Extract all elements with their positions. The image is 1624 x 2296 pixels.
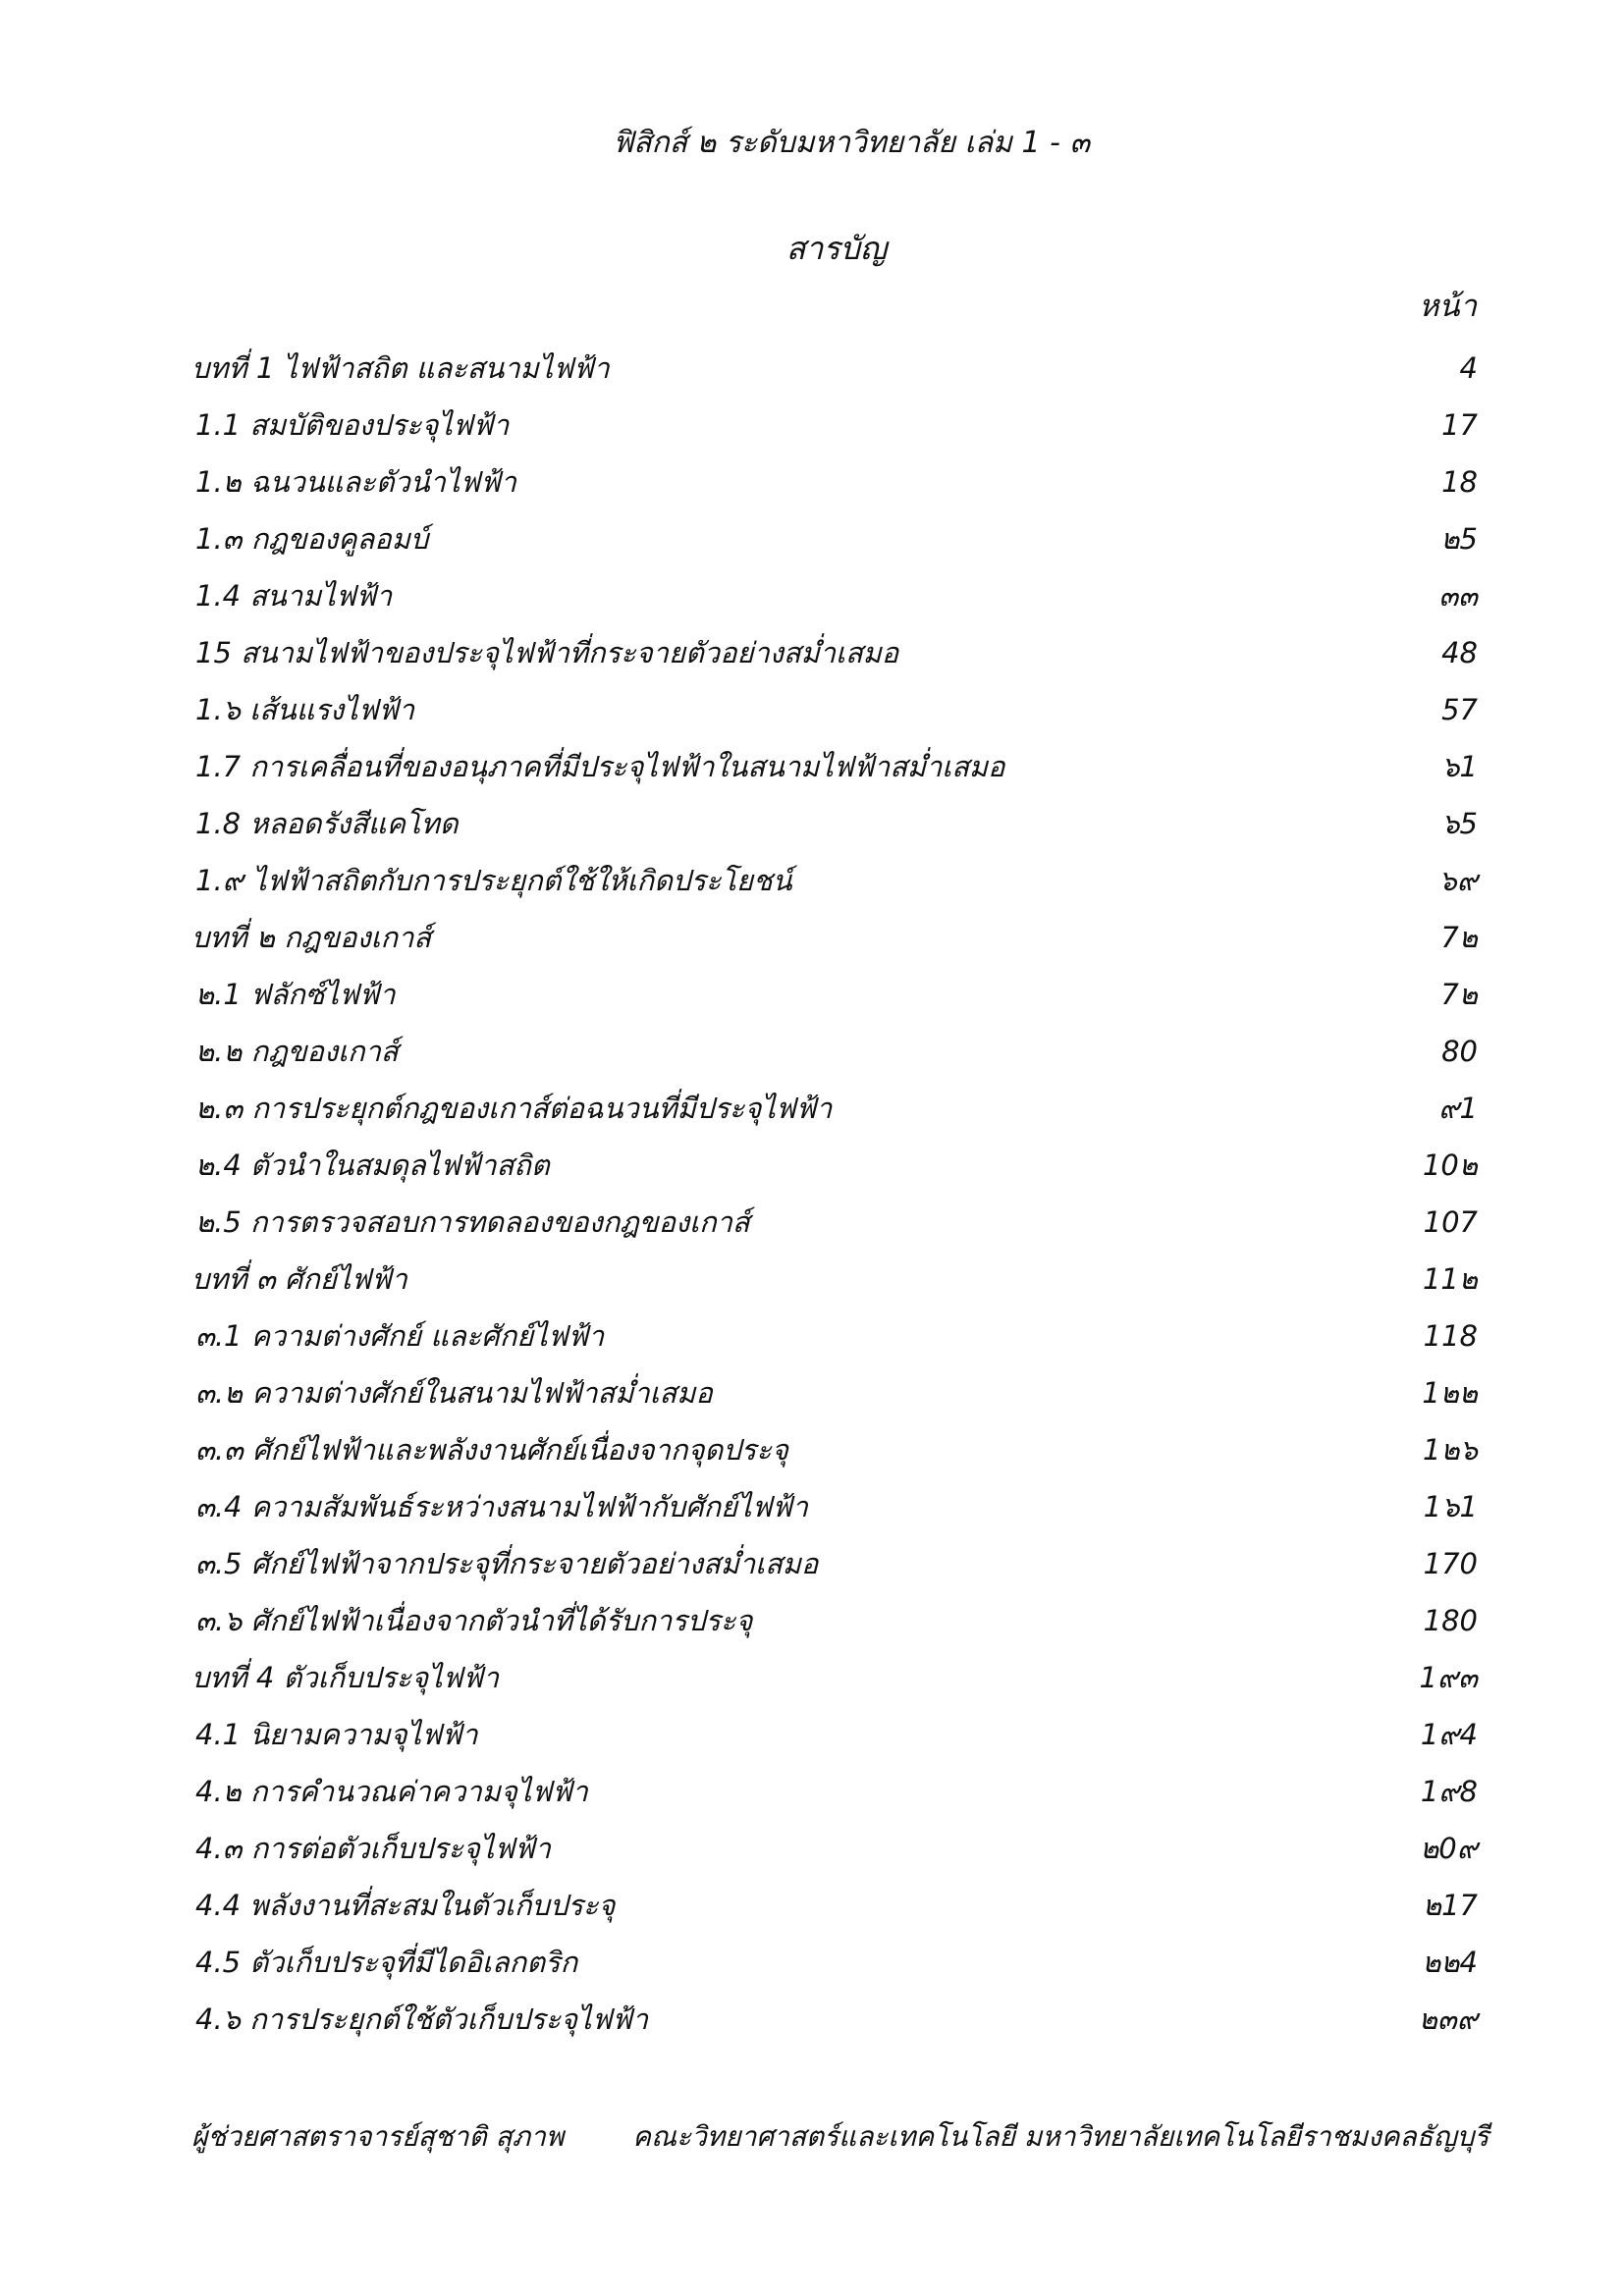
toc-entry-page-number: 48 bbox=[1441, 636, 1478, 669]
toc-entry bbox=[191, 1991, 1488, 2048]
toc-entry-page-number: 170 bbox=[1423, 1547, 1478, 1580]
toc-entry-label: 1.๖ เส้นแรงไฟฟ้า bbox=[195, 693, 415, 726]
toc-entry bbox=[191, 1194, 1488, 1251]
toc-entry-label: 1.1 สมบัติของประจุไฟฟ้า bbox=[195, 408, 510, 442]
toc-entry-label: 15 สนามไฟฟ้าของประจุไฟฟ้าที่กระจายตัวอย่างสม่ำเสมอ bbox=[195, 636, 899, 669]
toc-entry-label: ๓.5 ศักย์ไฟฟ้าจากประจุที่กระจายตัวอย่างสม่ำเสมอ bbox=[195, 1547, 819, 1580]
toc-entry bbox=[191, 624, 1488, 681]
toc-entry-page-number: ๒๓๙ bbox=[1418, 2002, 1478, 2036]
footer bbox=[191, 2115, 1489, 2159]
toc-entry-label: 4.5 ตัวเก็บประจุที่มีไดอิเลกตริก bbox=[195, 1946, 578, 1979]
toc-entry bbox=[191, 1478, 1488, 1535]
toc-entry bbox=[191, 454, 1488, 510]
toc-entry-page-number: 57 bbox=[1441, 693, 1478, 726]
toc-entry bbox=[191, 1080, 1488, 1137]
toc-entry bbox=[191, 510, 1488, 567]
table-of-contents bbox=[191, 340, 1488, 2048]
toc-entry-page-number: ๖1 bbox=[1441, 750, 1478, 783]
toc-entry bbox=[191, 1308, 1488, 1364]
toc-entry-page-number: 1๙8 bbox=[1420, 1775, 1478, 1808]
toc-entry-label: บทที่ ๓ ศักย์ไฟฟ้า bbox=[191, 1262, 407, 1296]
toc-entry-label: ๓.๓ ศักย์ไฟฟ้าและพลังงานศักย์เนื่องจากจุดประจุ bbox=[195, 1433, 788, 1467]
toc-entry-label: 1.๙ ไฟฟ้าสถิตกับการประยุกต์ใช้ให้เกิดประโยชน์ bbox=[195, 864, 792, 897]
toc-entry-label: 1.4 สนามไฟฟ้า bbox=[195, 579, 393, 613]
toc-entry-label: ๒.1 ฟลักซ์ไฟฟ้า bbox=[195, 978, 396, 1011]
toc-entry bbox=[191, 795, 1488, 852]
running-header: ฟิสิกส์ ๒ ระดับมหาวิทยาลัย เล่ม 1 - ๓ bbox=[612, 126, 1090, 160]
toc-entry-label: 1.๒ ฉนวนและตัวนำไฟฟ้า bbox=[195, 465, 516, 499]
toc-entry-page-number: 7๒ bbox=[1440, 921, 1478, 954]
toc-entry bbox=[191, 397, 1488, 454]
toc-entry-page-number: 7๒ bbox=[1440, 978, 1478, 1011]
toc-entry-label: 4.4 พลังงานที่สะสมในตัวเก็บประจุ bbox=[195, 1889, 616, 1922]
toc-entry-label: ๓.1 ความต่างศักย์ และศักย์ไฟฟ้า bbox=[195, 1319, 605, 1353]
toc-entry-page-number: 1๙๓ bbox=[1419, 1661, 1478, 1694]
toc-entry-label: 4.๓ การต่อตัวเก็บประจุไฟฟ้า bbox=[195, 1832, 551, 1865]
toc-entry bbox=[191, 909, 1488, 966]
toc-entry bbox=[191, 1251, 1488, 1308]
toc-entry-label: 1.8 หลอดรังสีแคโทด bbox=[195, 807, 459, 840]
toc-entry-page-number: 1๙4 bbox=[1420, 1718, 1478, 1751]
toc-entry-label: ๒.๒ กฎของเกาส์ bbox=[195, 1035, 399, 1068]
toc-entry-label: ๓.4 ความสัมพันธ์ระหว่างสนามไฟฟ้ากับศักย์ไฟฟ้า bbox=[195, 1490, 808, 1523]
toc-entry-page-number: ๒0๙ bbox=[1420, 1832, 1478, 1865]
toc-entry-page-number: 180 bbox=[1423, 1604, 1478, 1637]
toc-entry-page-number: ๖๙ bbox=[1438, 864, 1478, 897]
toc-entry bbox=[191, 1592, 1488, 1649]
toc-entry-page-number: ๓๓ bbox=[1438, 579, 1478, 613]
toc-entry-label: 4.๖ การประยุกต์ใช้ตัวเก็บประจุไฟฟ้า bbox=[195, 2002, 648, 2036]
toc-entry bbox=[191, 1649, 1488, 1706]
toc-entry-page-number: ๒5 bbox=[1440, 522, 1478, 556]
toc-entry bbox=[191, 1706, 1488, 1763]
toc-entry-page-number: ๙1 bbox=[1438, 1092, 1478, 1125]
toc-entry-page-number: 11๒ bbox=[1422, 1262, 1478, 1296]
toc-entry-page-number: 80 bbox=[1441, 1035, 1478, 1068]
toc-entry-label: ๒.5 การตรวจสอบการทดลองของกฎของเกาส์ bbox=[195, 1205, 750, 1239]
toc-entry-page-number: 118 bbox=[1423, 1319, 1478, 1353]
toc-entry-label: ๒.๓ การประยุกต์กฎของเกาส์ต่อฉนวนที่มีประจุไฟฟ้า bbox=[195, 1092, 833, 1125]
toc-entry bbox=[191, 738, 1488, 795]
page-column-label: หน้า bbox=[1418, 289, 1477, 324]
toc-entry-page-number: ๒17 bbox=[1422, 1889, 1478, 1922]
toc-entry bbox=[191, 1421, 1488, 1478]
toc-entry-label: บทที่ 1 ไฟฟ้าสถิต และสนามไฟฟ้า bbox=[191, 351, 610, 385]
toc-entry-label: ๓.๒ ความต่างศักย์ในสนามไฟฟ้าสม่ำเสมอ bbox=[195, 1376, 713, 1410]
toc-entry-page-number: 18 bbox=[1441, 465, 1478, 499]
toc-entry-label: ๓.๖ ศักย์ไฟฟ้าเนื่องจากตัวนำที่ได้รับการประจุ bbox=[195, 1604, 753, 1637]
toc-entry bbox=[191, 567, 1488, 624]
toc-entry bbox=[191, 966, 1488, 1023]
toc-entry-label: 4.1 นิยามความจุไฟฟ้า bbox=[195, 1718, 478, 1751]
toc-entry-page-number: 107 bbox=[1423, 1205, 1478, 1239]
toc-entry-page-number: ๒๒4 bbox=[1422, 1946, 1478, 1979]
toc-entry-page-number: 10๒ bbox=[1422, 1148, 1478, 1182]
page-title: สารบัญ bbox=[785, 230, 888, 267]
toc-entry-label: 4.๒ การคำนวณค่าความจุไฟฟ้า bbox=[195, 1775, 588, 1808]
toc-entry-label: บทที่ 4 ตัวเก็บประจุไฟฟ้า bbox=[191, 1661, 500, 1694]
toc-entry bbox=[191, 1364, 1488, 1421]
footer-affiliation: คณะวิทยาศาสตร์และเทคโนโลยี มหาวิทยาลัยเทคโนโลยีราชมงคลธัญบุรี bbox=[632, 2120, 1489, 2153]
toc-entry-page-number: 17 bbox=[1441, 408, 1478, 442]
toc-entry bbox=[191, 1934, 1488, 1991]
toc-entry-label: บทที่ ๒ กฎของเกาส์ bbox=[191, 921, 432, 954]
toc-entry-label: 1.๓ กฎของคูลอมบ์ bbox=[195, 522, 429, 556]
toc-entry bbox=[191, 1137, 1488, 1194]
toc-entry bbox=[191, 1877, 1488, 1934]
toc-entry bbox=[191, 1023, 1488, 1080]
toc-entry-page-number: ๖5 bbox=[1441, 807, 1478, 840]
toc-entry bbox=[191, 1535, 1488, 1592]
toc-entry bbox=[191, 681, 1488, 738]
toc-entry-page-number: 1๖1 bbox=[1423, 1490, 1478, 1523]
toc-entry-page-number: 1๒๒ bbox=[1422, 1376, 1478, 1410]
toc-entry-label: ๒.4 ตัวนำในสมดุลไฟฟ้าสถิต bbox=[195, 1148, 550, 1182]
footer-author: ผู้ช่วยศาสตราจารย์สุชาติ สุภาพ bbox=[191, 2120, 565, 2153]
toc-entry bbox=[191, 340, 1488, 397]
toc-entry-label: 1.7 การเคลื่อนที่ของอนุภาคที่มีประจุไฟฟ้าในสนามไฟฟ้าสม่ำเสมอ bbox=[195, 750, 1005, 783]
toc-entry-page-number: 4 bbox=[1459, 351, 1478, 385]
toc-entry-page-number: 1๒๖ bbox=[1423, 1433, 1478, 1467]
toc-entry bbox=[191, 852, 1488, 909]
toc-entry bbox=[191, 1820, 1488, 1877]
toc-entry bbox=[191, 1763, 1488, 1820]
